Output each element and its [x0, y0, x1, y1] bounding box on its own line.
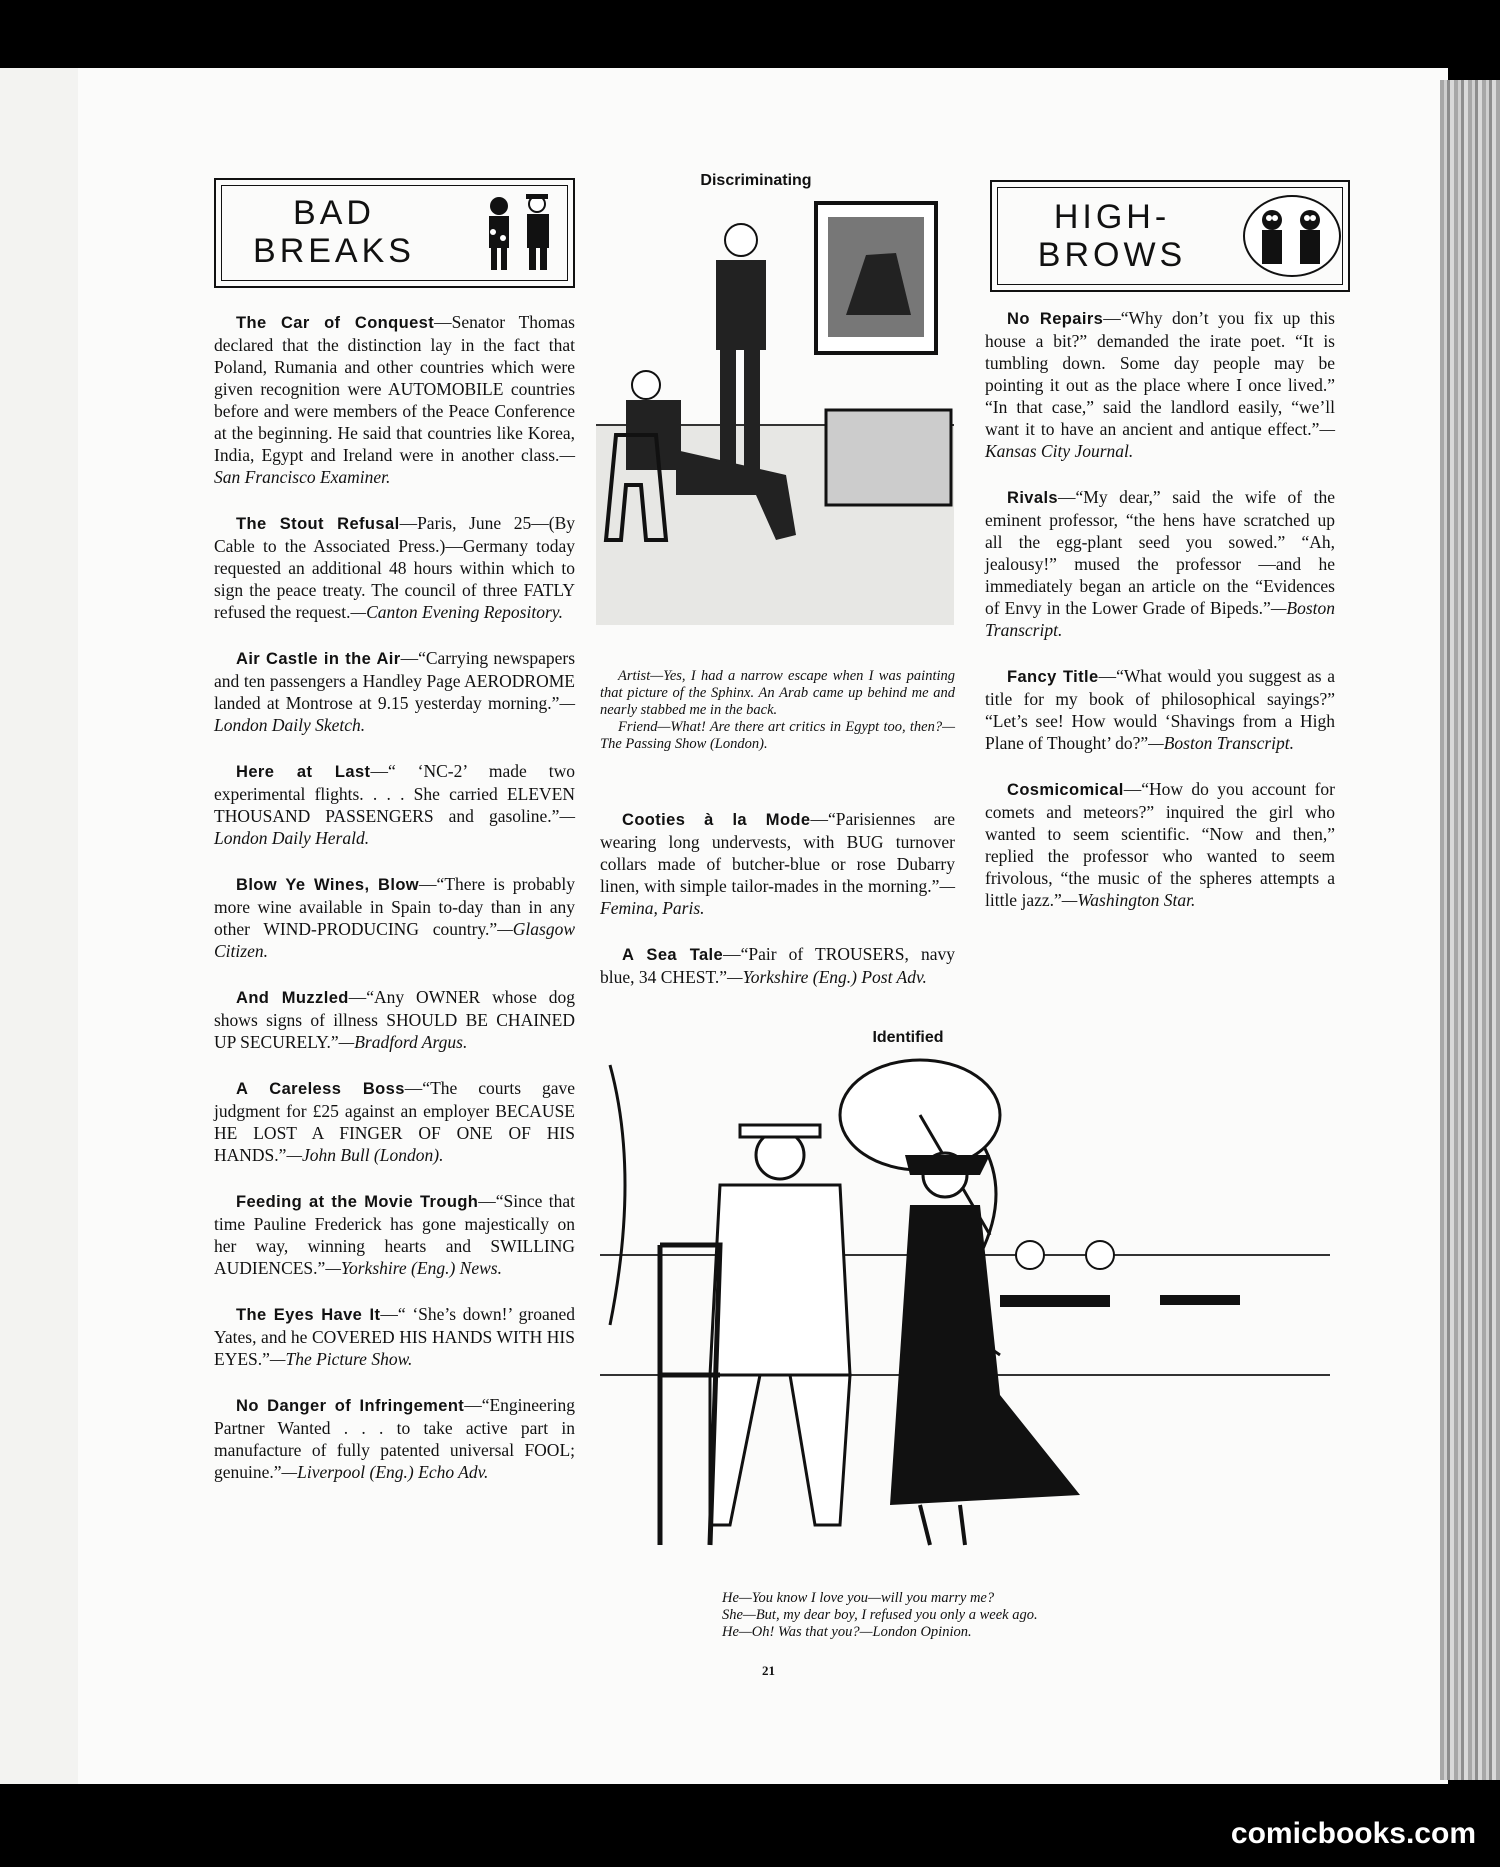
- article-item: Here at Last—“ ‘NC-2’ made two experimental flights. . . . She carried ELEVEN THOUSAND PASSENGERS and gasoline.”—London Daily Herald.: [214, 761, 575, 848]
- identified-caption: He—You know I love you—will you marry me? She—But, my dear boy, I refused you only a week ago. He—Oh! Was that you?—London Opinion.: [722, 1590, 1038, 1640]
- article-item: Air Castle in the Air—“Carrying newspapers and ten passengers a Handley Page AERODROME landed at Montrose at 9.15 yesterday morning.”—London Daily Sketch.: [214, 648, 576, 735]
- article-item: The Eyes Have It—“ ‘She’s down!’ groaned Yates, and he COVERED HIS HANDS WITH HIS EYES.”—The Picture Show.: [214, 1304, 576, 1369]
- article-item: The Car of Conquest—Senator Thomas declared that the distinction lay in the fact that Poland, Rumania and other countries which were given recognition were AUTOMOBILE countries before and were members of the Peace Conference at the beginning. He said that countries like Korea, India, Egypt and Ireland were in another class.—San Francisco Examiner.: [214, 312, 575, 487]
- article-item: Rivals—“My dear,” said the wife of the eminent professor, “the hens have scratched up all the egg-plant seed you sowed.” “Ah, jealousy!” mused the professor —and he immediately began an article on the “Evidences of Envy in the Lower Grade of Bipeds.”—Boston Transcript.: [985, 487, 1335, 640]
- identified-title: Identified: [872, 1029, 944, 1046]
- discriminating-caption: Artist—Yes, I had a narrow escape when I was painting that picture of the Sphinx. An Arab came up behind me and nearly stabbed me in the back. Friend—What! Are there art critics in Egypt too, then?—The Passing Show (London).: [600, 668, 955, 752]
- high-brows-header: [990, 180, 1350, 292]
- article-item: Cosmicomical—“How do you account for comets and meteors?” inquired the girl who wanted to seem scientific. “Now and then,” replied the professor who wanted to seem frivolous, “the music of the spheres attempts a little jazz.”—Washington Star.: [985, 779, 1335, 910]
- article-item: Cooties à la Mode—“Parisiennes are wearing long undervests, with BUG turnover collars made of butcher-blue or rose Dubarry linen, with simple tailor-mades in the morning.”—Femina, Paris.: [600, 809, 955, 918]
- left-column: [214, 311, 575, 1507]
- page-number: 21: [762, 1663, 775, 1678]
- header-line-2: BROWS: [1037, 236, 1187, 274]
- discriminating-cartoon: [596, 195, 954, 625]
- article-item: The Stout Refusal—Paris, June 25—(By Cable to the Associated Press.)—Germany today requested an additional 48 hours within which to sign the peace treaty. The council of three FATLY refused the request.—Canton Evening Repository.: [214, 513, 576, 622]
- bad-breaks-header: [214, 178, 575, 288]
- middle-column: [600, 808, 955, 1012]
- article-item: And Muzzled—“Any OWNER whose dog shows signs of illness SHOULD BE CHAINED UP SECURELY.”—Bradford Argus.: [214, 987, 575, 1052]
- book-gutter: [0, 68, 81, 1784]
- article-item: No Danger of Infringement—“Engineering Partner Wanted . . . to take active part in manufacture of fully patented universal FOOL; genuine.”—Liverpool (Eng.) Echo Adv.: [214, 1395, 575, 1482]
- discriminating-title: Discriminating: [700, 172, 812, 189]
- page-edges: [1440, 80, 1500, 1780]
- article-item: Blow Ye Wines, Blow—“There is probably more wine available in Spain to-day than in any other WIND-PRODUCING country.”—Glasgow Citizen.: [214, 874, 575, 961]
- article-item: A Careless Boss—“The courts gave judgment for £25 against an employer BECAUSE HE LOST A FINGER OF ONE OF HIS HANDS.”—John Bull (London).: [214, 1078, 575, 1165]
- header-line-1: HIGH-: [1053, 198, 1171, 236]
- owl-figures-illustration: [1242, 192, 1342, 282]
- article-item: Fancy Title—“What would you suggest as a title for my book of philosophical sayings?” “Let’s see! How would ‘Shavings from a High Plane of Thought’ do?”—Boston Transcript.: [985, 666, 1336, 753]
- two-figures-illustration: [471, 192, 566, 277]
- article-item: Feeding at the Movie Trough—“Since that time Pauline Frederick has gone majestically on her way, winning hearts and SWILLING AUDIENCES.”—Yorkshire (Eng.) News.: [214, 1191, 575, 1278]
- header-line-1: BAD: [293, 194, 375, 232]
- right-column: [985, 307, 1335, 935]
- header-line-2: BREAKS: [253, 232, 415, 270]
- watermark: comicbooks.com: [1230, 1817, 1476, 1850]
- article-item: A Sea Tale—“Pair of TROUSERS, navy blue, 34 CHEST.”—Yorkshire (Eng.) Post Adv.: [600, 944, 955, 987]
- identified-cartoon: [600, 1055, 1330, 1580]
- article-item: No Repairs—“Why don’t you fix up this house a bit?” demanded the irate poet. “It is tumbling down. Some day people may be pointing it out as the place where I once lived.” “In that case,” said the landlord easily, “we’ll want it to have an ancient and antique effect.”—Kansas City Journal.: [985, 308, 1335, 461]
